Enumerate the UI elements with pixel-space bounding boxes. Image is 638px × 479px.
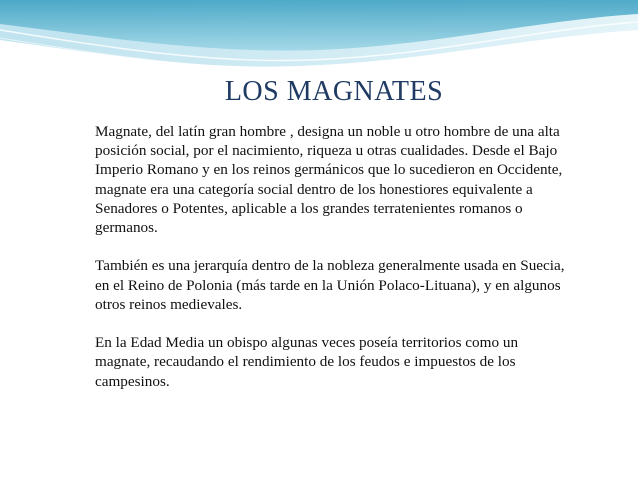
paragraph-definition: Magnate, del latín gran hombre , designa un noble u otro hombre de una alta posición social, por el nacimiento, riqueza u otras cualidades. Desde el Bajo Imperio Romano y en los reinos germánicos que lo sucedieron en Occidente, magnate era una categoría social dentro de los honestiores equivalente a Senadores o Potentes, aplicable a los grandes terratenientes romanos o germanos. <box>95 123 563 237</box>
slide-body <box>95 122 575 410</box>
paragraph-middle-ages: En la Edad Media un obispo algunas veces poseía territorios como un magnate, recaudando el rendimiento de los feudos e impuestos de los campesinos. <box>95 334 519 390</box>
slide-title: LOS MAGNATES <box>224 76 444 107</box>
paragraph-hierarchy: También es una jerarquía dentro de la nobleza generalmente usada en Suecia, en el Reino de Polonia (más tarde en la Unión Polaco-Lituana), y en algunos otros reinos medievales. <box>95 257 565 313</box>
